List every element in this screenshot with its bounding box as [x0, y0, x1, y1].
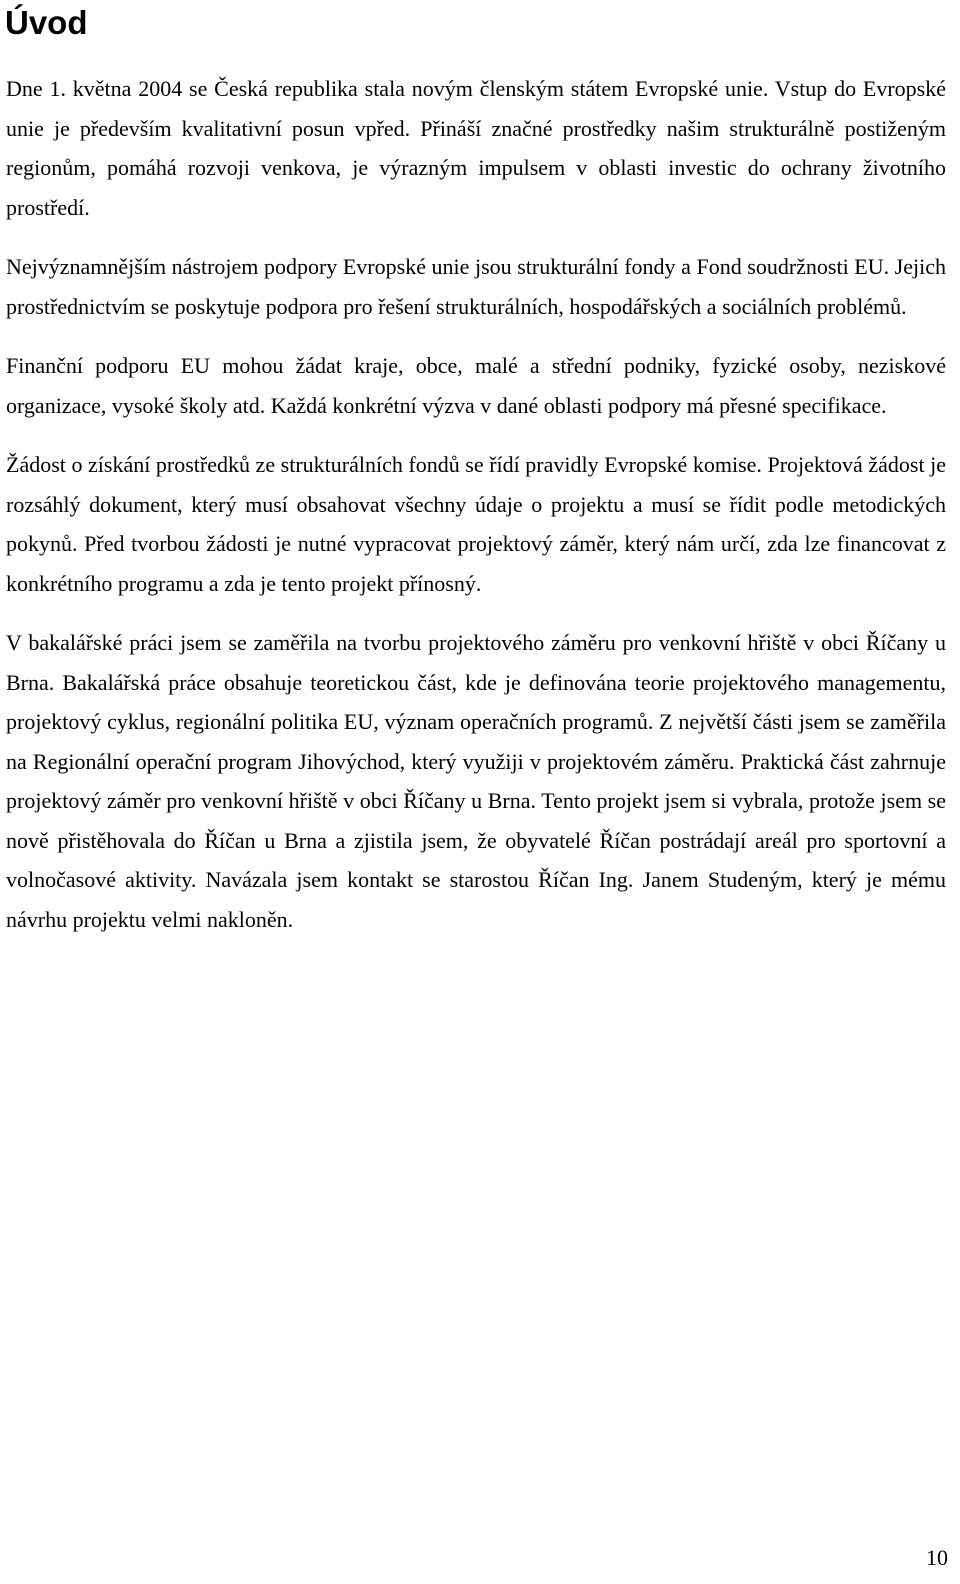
document-body — [6, 69, 946, 959]
paragraph-application: Žádost o získání prostředků ze strukturálních fondů se řídí pravidly Evropské komise. Projektová žádost je rozsáhlý dokument, který musí obsahovat všechny údaje o projektu a musí se řídit podle metodických pokynů. Před tvorbou žádosti je nutné vypracovat projektový záměr, který nám určí, zda lze financovat z konkrétního programu a zda je tento projekt přínosný. — [6, 452, 946, 596]
paragraph-financial-support: Finanční podporu EU mohou žádat kraje, obce, malé a střední podniky, fyzické osoby, neziskové organizace, vysoké školy atd. Každá konkrétní výzva v dané oblasti podpory má přesné specifikace. — [6, 353, 946, 418]
paragraph-thesis-focus: V bakalářské práci jsem se zaměřila na tvorbu projektového záměru pro venkovní hřiště v obci Říčany u Brna. Bakalářská práce obsahuje teoretickou část, kde je definována teorie projektového managementu, projektový cyklus, regionální politika EU, význam operačních programů. Z největší části jsem se zaměřila na Regionální operační program Jihovýchod, který využiji v projektovém záměru. Praktická část zahrnuje projektový záměr pro venkovní hřiště v obci Říčany u Brna. Tento projekt jsem si vybrala, protože jsem se nově přistěhovala do Říčan u Brna a zjistila jsem, že obyvatelé Říčan postrádají areál pro sportovní a volnočasové aktivity. Navázala jsem kontakt se starostou Říčan Ing. Janem Studeným, který je mému návrhu projektu velmi nakloněn. — [6, 630, 946, 932]
paragraph-structural-funds: Nejvýznamnějším nástrojem podpory Evropské unie jsou strukturální fondy a Fond soudržnosti EU. Jejich prostřednictvím se poskytuje podpora pro řešení strukturálních, hospodářských a sociálních problémů. — [6, 254, 946, 319]
paragraph-intro: Dne 1. května 2004 se Česká republika stala novým členským státem Evropské unie. Vstup do Evropské unie je především kvalitativní posun vpřed. Přináší značné prostředky našim strukturálně postiženým regionům, pomáhá rozvoji venkova, je výrazným impulsem v oblasti investic do ochrany životního prostředí. — [6, 76, 946, 220]
page-title: Úvod — [5, 4, 88, 41]
page-number: 10 — [926, 1545, 948, 1570]
